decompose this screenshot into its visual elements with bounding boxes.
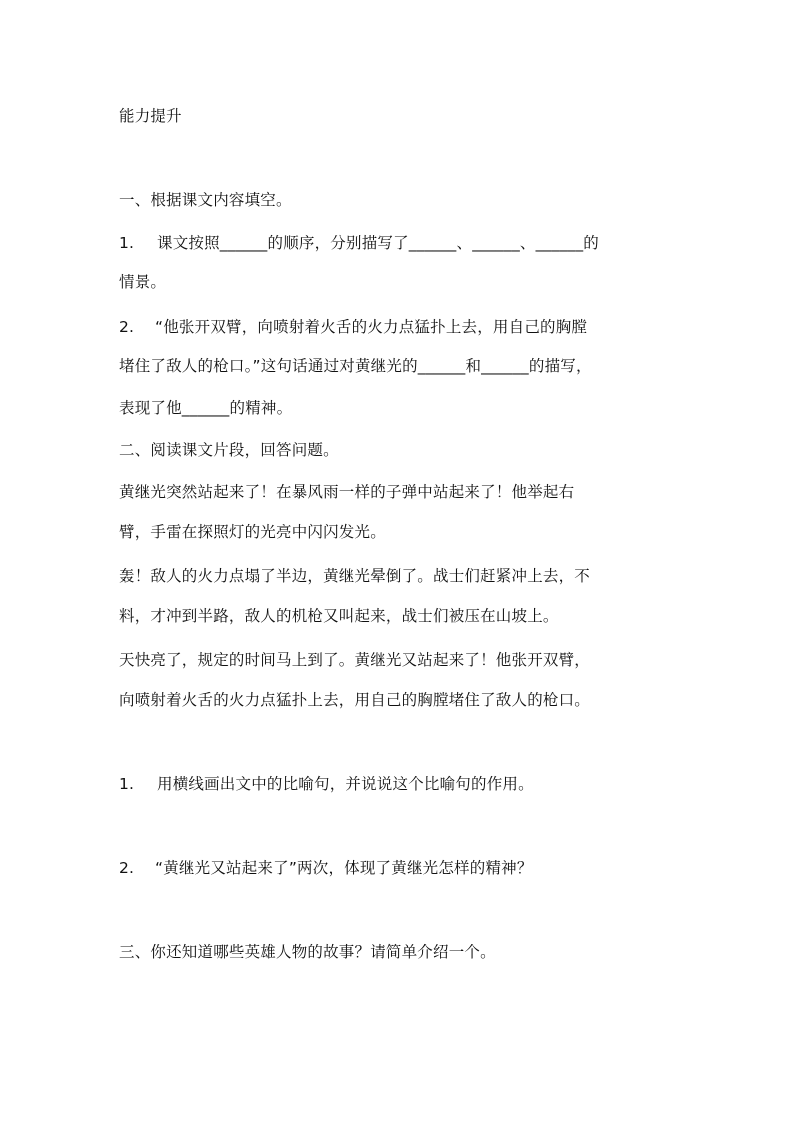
question-number: 2. xyxy=(119,859,135,877)
passage-paragraph-3-line-1: 天快亮了，规定的时间马上到了。黄继光又站起来了！他张开双臂， xyxy=(119,651,591,669)
section-1-heading: 一、根据课文内容填空。 xyxy=(119,191,292,209)
section-1-question-2-line-3: 表现了他______的精神。 xyxy=(119,399,293,417)
section-2-question-2 xyxy=(119,858,533,878)
passage-paragraph-3-line-2: 向喷射着火舌的火力点猛扑上去，用自己的胸膛堵住了敌人的枪口。 xyxy=(119,691,591,709)
section-1-question-2 xyxy=(119,317,587,337)
question-number: 1. xyxy=(119,234,135,252)
question-number: 1. xyxy=(119,775,135,793)
section-1-question-1 xyxy=(119,233,599,253)
passage-paragraph-2-line-1: 轰！敌人的火力点塌了半边，黄继光晕倒了。战士们赶紧冲上去，不 xyxy=(119,567,591,585)
question-text: “他张开双臂，向喷射着火舌的火力点猛扑上去，用自己的胸膛 xyxy=(155,318,588,336)
section-1-question-1-continuation: 情景。 xyxy=(119,273,167,291)
passage-paragraph-1-line-1: 黄继光突然站起来了！在暴风雨一样的子弹中站起来了！他举起右 xyxy=(119,483,575,501)
section-1-question-2-line-2: 堵住了敌人的枪口。”这句话通过对黄继光的______和______的描写， xyxy=(119,357,592,375)
question-text: 课文按照______的顺序，分别描写了______、______、______的 xyxy=(157,234,600,252)
section-3-heading: 三、你还知道哪些英雄人物的故事？请简单介绍一个。 xyxy=(119,943,496,961)
section-2-question-1 xyxy=(119,774,534,794)
passage-paragraph-2-line-2: 料，才冲到半路，敌人的机枪又叫起来，战士们被压在山坡上。 xyxy=(119,607,559,625)
question-number: 2. xyxy=(119,318,135,336)
question-text: “黄继光又站起来了”两次，体现了黄继光怎样的精神？ xyxy=(155,859,533,877)
passage-paragraph-1-line-2: 臂，手雷在探照灯的光亮中闪闪发光。 xyxy=(119,523,386,541)
page-title: 能力提升 xyxy=(119,107,182,125)
question-text: 用横线画出文中的比喻句，并说说这个比喻句的作用。 xyxy=(157,775,534,793)
section-2-heading: 二、阅读课文片段，回答问题。 xyxy=(119,441,339,459)
